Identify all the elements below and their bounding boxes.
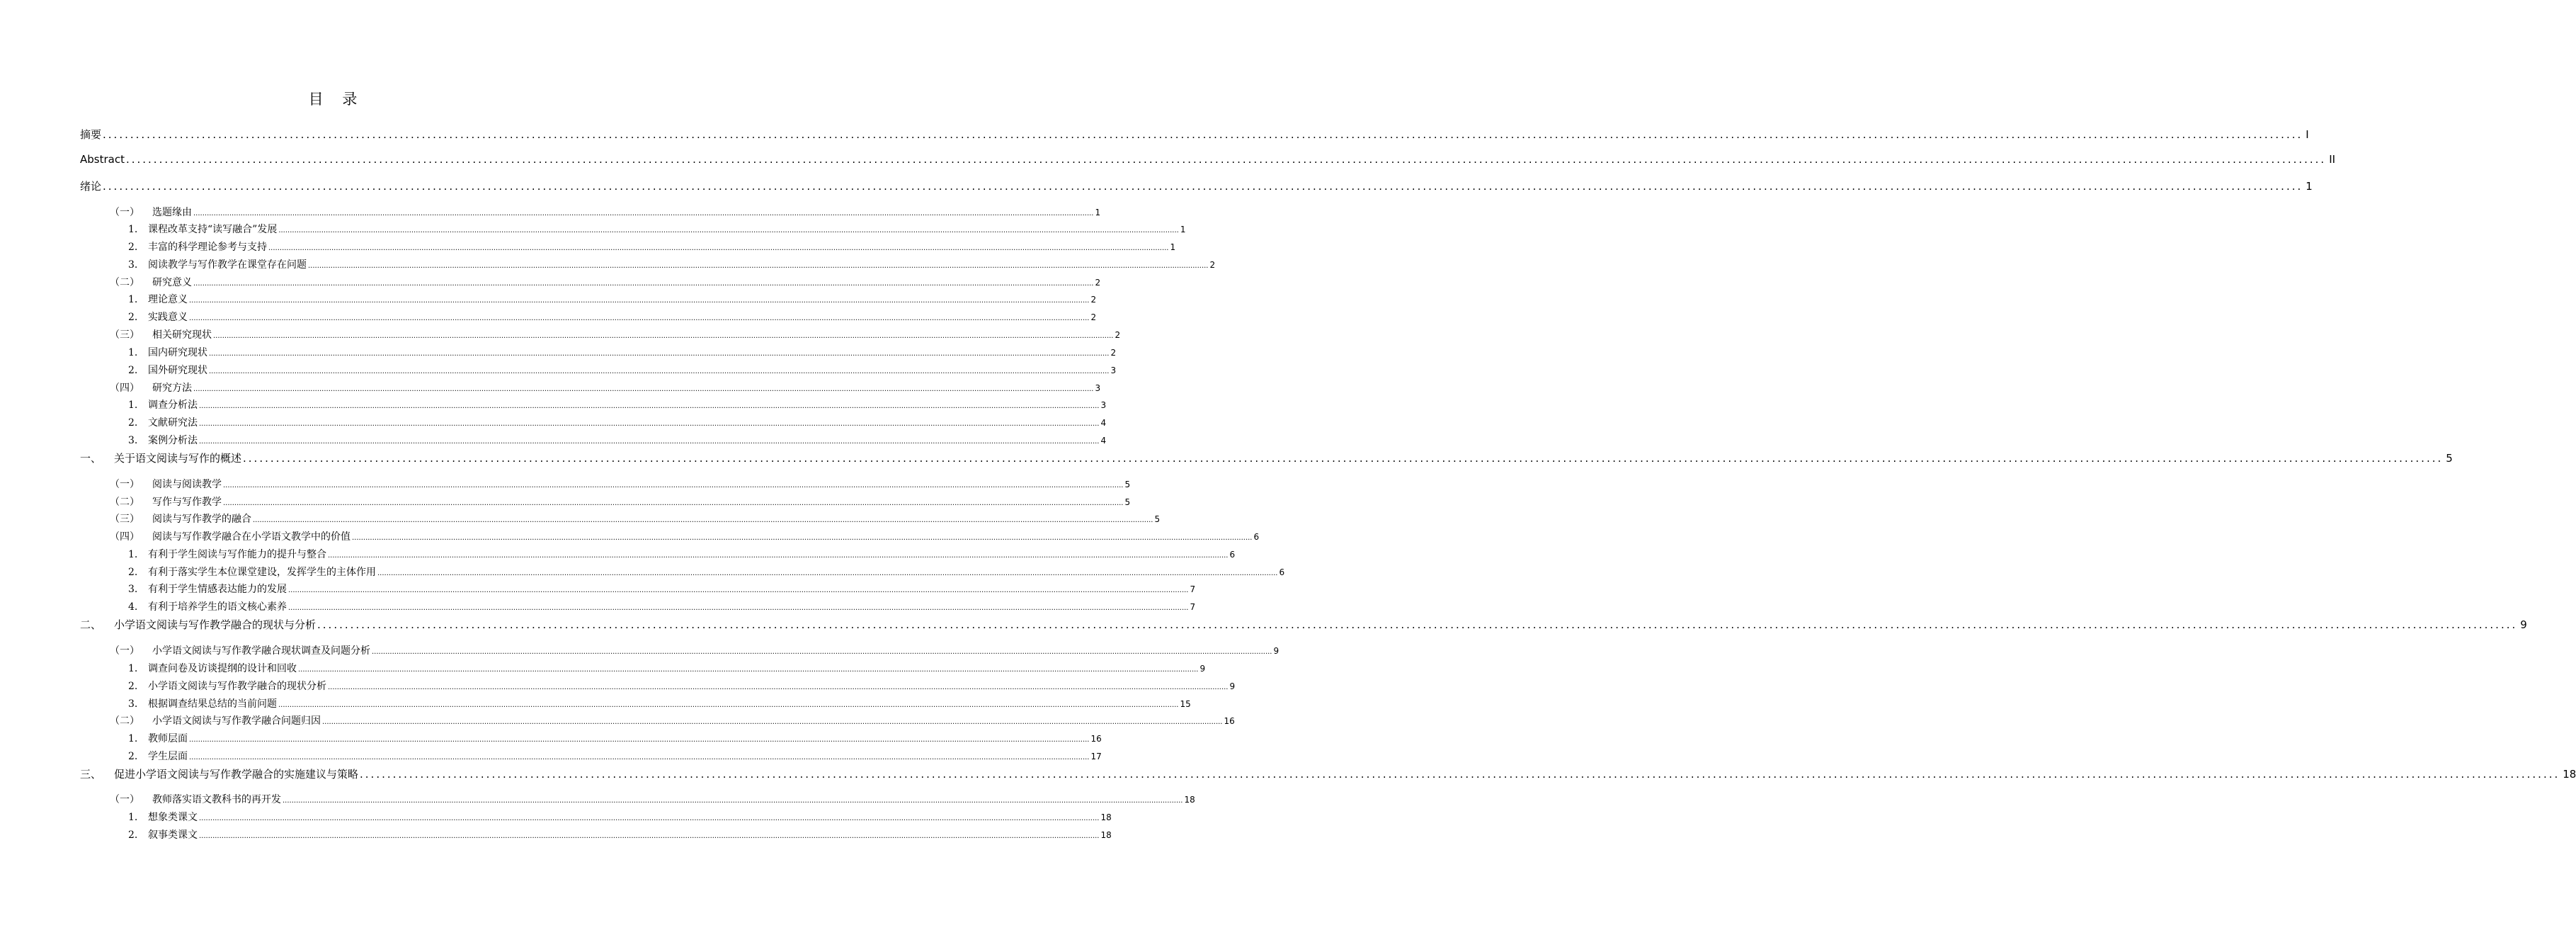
toc-entry-text: 教师层面 [148,733,188,744]
toc-entry[interactable] [128,749,1102,763]
dot-leader: ................................................................................................................................................................................................................................................................................................................................................................................................................ [189,754,1090,761]
toc-entry-number: （二） [110,277,139,288]
toc-entry-number: （二） [110,715,139,727]
toc-entry-number: 4. [128,601,138,613]
toc-entry[interactable] [128,415,1107,429]
toc-entry-label [128,292,188,306]
toc-entry-number: 2. [128,417,138,429]
toc-entry-text: 有利于学生情感表达能力的发展 [148,584,287,595]
toc-entry-page-number: 15 [1180,699,1191,709]
toc-entry-label [128,696,277,710]
toc-entry-page-number: 1 [1095,208,1101,217]
dot-leader: ................................................................................................................................................................................................................................................................................................................................................................................................................ [125,153,2327,166]
toc-entry-number: 1. [128,400,138,411]
toc-entry[interactable] [110,792,1195,806]
toc-entry-number: 一、 [80,452,102,465]
toc-entry-label [110,643,370,657]
dot-leader: ................................................................................................................................................................................................................................................................................................................................................................................................................ [199,420,1100,428]
dot-leader: ................................................................................................................................................................................................................................................................................................................................................................................................................ [209,368,1110,375]
toc-entry-number: 2. [128,751,138,762]
toc-entry-page-number: 9 [2520,618,2527,631]
toc-entry-number: 2. [128,312,138,323]
toc-entry-text: 研究意义 [152,277,192,288]
toc-entry-number: 1. [128,733,138,744]
toc-entry-label [80,450,241,465]
toc-entry-text: 实践意义 [148,312,188,323]
toc-entry[interactable] [128,310,1097,324]
toc-entry-page-number: 6 [1229,550,1236,560]
toc-entry-label [110,477,222,491]
toc-entry-text: 阅读与阅读教学 [152,479,222,490]
toc-entry-label [80,178,101,193]
toc-entry-label [128,731,188,745]
toc-entry-number: 3. [128,698,138,710]
toc-entry-number: 2. [128,681,138,692]
dot-leader: ................................................................................................................................................................................................................................................................................................................................................................................................................ [253,516,1153,524]
dot-leader: ................................................................................................................................................................................................................................................................................................................................................................................................................ [317,618,2518,631]
toc-entry[interactable] [110,327,1121,341]
toc-entry-page-number: 18 [2563,768,2576,781]
toc-entry-page-number: 4 [1100,418,1107,428]
toc-entry-label [80,766,358,781]
toc-entry[interactable] [128,661,1206,675]
toc-entry-number: （四） [110,531,139,543]
toc-entry-text: 阅读与写作教学的融合 [152,514,251,525]
dot-leader: ................................................................................................................................................................................................................................................................................................................................................................................................................ [103,180,2303,193]
toc-entry[interactable] [128,565,1285,579]
toc-entry-page-number: 3 [1110,366,1117,375]
toc-entry[interactable] [110,529,1260,543]
toc-entry-text: 摘要 [80,128,102,141]
toc-entry-label [80,153,125,166]
toc-entry-number: （一） [110,645,139,657]
toc-entry[interactable] [128,257,1216,271]
toc-entry-text: 国内研究现状 [148,347,207,358]
toc-entry[interactable] [128,731,1102,745]
toc-entry[interactable] [128,582,1196,596]
toc-entry-number: 2. [128,829,138,841]
toc-entry-number: （一） [110,794,139,805]
toc-entry-number: 2. [128,242,138,253]
toc-entry-text: 调查问卷及访谈提纲的设计和回收 [148,663,297,674]
toc-entry[interactable] [80,153,2336,166]
dot-leader: ................................................................................................................................................................................................................................................................................................................................................................................................................ [223,482,1124,489]
toc-entry-label [110,529,351,543]
toc-entry-page-number: 3 [1095,383,1101,393]
toc-entry[interactable] [128,222,1186,236]
toc-entry-page-number: 2 [1110,348,1117,358]
dot-leader: ................................................................................................................................................................................................................................................................................................................................................................................................................ [278,227,1179,234]
toc-entry[interactable] [128,827,1112,842]
toc-entry-text: 有利于落实学生本位课堂建设，发挥学生的主体作用 [148,567,376,578]
toc-entry-text: 教师落实语文教科书的再开发 [152,794,281,805]
toc-entry-page-number: 2 [1209,260,1216,270]
toc-entry-page-number: 5 [1124,497,1131,507]
toc-entry-number: 1. [128,294,138,305]
toc-entry-text: 小学语文阅读与写作教学融合的现状分析 [148,681,326,692]
toc-entry-number: （三） [110,514,139,525]
dot-leader: ................................................................................................................................................................................................................................................................................................................................................................................................................ [199,832,1100,840]
dot-leader: ................................................................................................................................................................................................................................................................................................................................................................................................................ [193,210,1094,217]
toc-entry-text: 想象类课文 [148,812,198,823]
toc-entry[interactable] [128,397,1107,412]
toc-entry-page-number: 1 [2306,180,2313,193]
toc-entry-label [110,792,281,806]
dot-leader: ................................................................................................................................................................................................................................................................................................................................................................................................................ [352,534,1253,542]
toc-entry-label [110,205,192,219]
toc-entry-text: 课程改革支持“读写融合”发展 [148,224,278,235]
toc-entry[interactable] [110,713,1235,727]
toc-entry-text: 写作与写作教学 [152,497,222,508]
toc-entry-label [128,433,198,447]
toc-entry-number: 1. [128,224,138,235]
toc-title: 目 录 [308,91,365,108]
toc-entry-page-number: 5 [1124,480,1131,489]
toc-entry-page-number: 1 [1170,242,1176,252]
toc-entry-number: （二） [110,497,139,508]
toc-entry-text: 叙事类课文 [148,829,198,841]
toc-entry-page-number: 16 [1224,716,1235,726]
dot-leader: ................................................................................................................................................................................................................................................................................................................................................................................................................ [193,280,1094,288]
toc-entry-label [128,599,287,613]
toc-entry-label [110,275,192,289]
toc-entry-text: 有利于学生阅读与写作能力的提升与整合 [148,549,326,560]
toc-entry-page-number: 2 [1090,312,1097,322]
dot-leader: ................................................................................................................................................................................................................................................................................................................................................................................................................ [283,797,1183,805]
toc-entry[interactable] [128,239,1176,254]
toc-entry-text: 相关研究现状 [152,329,212,341]
toc-entry-text: 丰富的科学理论参考与支持 [148,242,267,253]
toc-entry-label [110,494,222,509]
dot-leader: ................................................................................................................................................................................................................................................................................................................................................................................................................ [199,438,1100,446]
toc-entry-number: 1. [128,812,138,823]
toc-entry-page-number: 18 [1100,830,1112,840]
toc-entry-page-number: 16 [1090,734,1102,744]
toc-entry-label [128,222,277,236]
toc-entry-label [128,345,207,359]
toc-entry-label [128,661,297,675]
toc-entry-number: 1. [128,347,138,358]
dot-leader: ................................................................................................................................................................................................................................................................................................................................................................................................................ [360,768,2560,781]
toc-entry-label [110,511,251,526]
toc-entry-label [128,310,188,324]
toc-entry-text: 文献研究法 [148,417,198,429]
toc-entry-text: 绪论 [80,180,102,193]
toc-entry-number: 二、 [80,618,102,631]
toc-entry[interactable] [110,494,1131,509]
toc-entry[interactable] [128,599,1196,613]
toc-entry-page-number: 18 [1184,795,1195,805]
dot-leader: ................................................................................................................................................................................................................................................................................................................................................................................................................ [308,262,1209,270]
toc-entry-number: 1. [128,549,138,560]
toc-entry-label [128,547,326,561]
dot-leader: ................................................................................................................................................................................................................................................................................................................................................................................................................ [199,402,1100,410]
toc-entry-number: 3. [128,435,138,446]
toc-entry-number: 2. [128,567,138,578]
toc-entry[interactable] [110,643,1280,657]
toc-entry-label [110,380,192,395]
toc-entry[interactable] [110,511,1161,526]
dot-leader: ................................................................................................................................................................................................................................................................................................................................................................................................................ [193,385,1094,393]
toc-entry-page-number: 18 [1100,812,1112,822]
toc-entry-page-number: 6 [1279,567,1285,577]
toc-entry-page-number: 5 [1154,514,1161,524]
toc-entry[interactable] [110,380,1101,395]
dot-leader: ................................................................................................................................................................................................................................................................................................................................................................................................................ [189,297,1090,305]
toc-entry-text: 小学语文阅读与写作教学融合现状调查及问题分析 [152,645,370,657]
toc-entry-text: 国外研究现状 [148,365,207,376]
toc-entry-label [128,565,376,579]
dot-leader: ................................................................................................................................................................................................................................................................................................................................................................................................................ [372,648,1272,656]
dot-leader: ................................................................................................................................................................................................................................................................................................................................................................................................................ [288,604,1189,612]
toc-entry-page-number: 9 [1199,664,1206,674]
toc-entry-label [128,582,287,596]
toc-entry[interactable] [128,696,1191,710]
toc-entry-text: Abstract [80,153,125,166]
toc-entry-label [80,617,316,632]
toc-entry-page-number: 7 [1190,602,1196,612]
toc-entry-label [128,679,326,693]
toc-entry-number: （一） [110,479,139,490]
toc-entry[interactable] [110,477,1131,491]
toc-entry-text: 阅读教学与写作教学在课堂存在问题 [148,259,307,271]
dot-leader: ................................................................................................................................................................................................................................................................................................................................................................................................................ [103,128,2303,141]
toc-entry[interactable] [128,547,1236,561]
toc-entry-page-number: I [2306,128,2309,141]
toc-entry-page-number: 3 [1100,400,1107,410]
toc-entry-number: 2. [128,365,138,376]
toc-entry-label [128,397,198,412]
toc-entry-number: 三、 [80,768,102,781]
toc-entry[interactable] [80,766,2576,781]
toc-entry-label [128,415,198,429]
toc-entry-text: 小学语文阅读与写作教学融合的现状与分析 [114,618,317,631]
toc-entry-label [128,810,198,824]
toc-entry[interactable] [80,178,2313,193]
toc-entry[interactable] [80,127,2309,142]
toc-entry-text: 小学语文阅读与写作教学融合问题归因 [152,715,321,727]
toc-entry-number: （三） [110,329,139,341]
dot-leader: ................................................................................................................................................................................................................................................................................................................................................................................................................ [278,701,1179,709]
toc-entry-page-number: 2 [1115,330,1121,340]
toc-entry-page-number: 2 [1090,295,1097,305]
toc-entry-text: 阅读与写作教学融合在小学语文教学中的价值 [152,531,351,543]
toc-entry-label [110,327,212,341]
toc-entry-number: 3. [128,584,138,595]
dot-leader: ................................................................................................................................................................................................................................................................................................................................................................................................................ [213,332,1114,340]
dot-leader: ................................................................................................................................................................................................................................................................................................................................................................................................................ [328,552,1229,560]
toc-entry[interactable] [80,617,2527,632]
toc-entry-page-number: 6 [1253,532,1260,542]
dot-leader: ................................................................................................................................................................................................................................................................................................................................................................................................................ [288,586,1189,594]
toc-entry-text: 调查分析法 [148,400,198,411]
toc-entry-number: （四） [110,382,139,394]
toc-entry-label [128,239,267,254]
dot-leader: ................................................................................................................................................................................................................................................................................................................................................................................................................ [189,314,1090,322]
dot-leader: ................................................................................................................................................................................................................................................................................................................................................................................................................ [377,570,1278,577]
toc-entry-page-number: 7 [1190,584,1196,594]
toc-entry-page-number: 2 [1095,278,1101,288]
toc-entry-text: 学生层面 [148,751,188,762]
toc-entry-label [128,257,307,271]
toc-entry-page-number: 9 [1229,681,1236,691]
dot-leader: ................................................................................................................................................................................................................................................................................................................................................................................................................ [298,666,1199,674]
dot-leader: ................................................................................................................................................................................................................................................................................................................................................................................................................ [223,499,1124,507]
toc-entry-page-number: 17 [1090,752,1102,761]
toc-entry[interactable] [128,810,1112,824]
toc-entry-page-number: 9 [1273,646,1280,656]
toc-entry[interactable] [110,205,1101,219]
dot-leader: ................................................................................................................................................................................................................................................................................................................................................................................................................ [189,736,1090,744]
toc-entry-text: 促进小学语文阅读与写作教学融合的实施建议与策略 [114,768,359,781]
toc-entry-number: 3. [128,259,138,271]
dot-leader: ................................................................................................................................................................................................................................................................................................................................................................................................................ [199,815,1100,822]
toc-entry[interactable] [128,433,1107,447]
toc-entry-label [128,827,198,842]
toc-entry-label [110,713,321,727]
dot-leader: ................................................................................................................................................................................................................................................................................................................................................................................................................ [328,684,1229,691]
toc-entry-label [128,363,207,377]
dot-leader: ................................................................................................................................................................................................................................................................................................................................................................................................................ [322,718,1223,726]
toc-entry-text: 研究方法 [152,382,192,394]
dot-leader: ................................................................................................................................................................................................................................................................................................................................................................................................................ [209,350,1110,358]
toc-entry-text: 理论意义 [148,294,188,305]
toc-entry[interactable] [128,292,1097,306]
toc-entry-text: 案例分析法 [148,435,198,446]
toc-entry[interactable] [128,679,1236,693]
toc-entry-page-number: 4 [1100,436,1107,446]
toc-entry-text: 选题缘由 [152,207,192,218]
toc-entry[interactable] [128,345,1117,359]
toc-entry-page-number: II [2329,153,2336,166]
toc-entry-text: 关于语文阅读与写作的概述 [114,452,242,465]
toc-entry-text: 根据调查结果总结的当前问题 [148,698,277,710]
toc-entry-page-number: 1 [1180,225,1186,234]
toc-entry-number: （一） [110,207,139,218]
toc-entry-label [128,749,188,763]
toc-entry[interactable] [110,275,1101,289]
dot-leader: ................................................................................................................................................................................................................................................................................................................................................................................................................ [243,452,2444,465]
toc-entry-page-number: 5 [2446,452,2453,465]
toc-entry[interactable] [128,363,1117,377]
toc-entry-text: 有利于培养学生的语文核心素养 [148,601,287,613]
toc-entry[interactable] [80,450,2453,465]
dot-leader: ................................................................................................................................................................................................................................................................................................................................................................................................................ [268,244,1169,252]
toc-entry-label [80,127,101,142]
toc-entry-number: 1. [128,663,138,674]
